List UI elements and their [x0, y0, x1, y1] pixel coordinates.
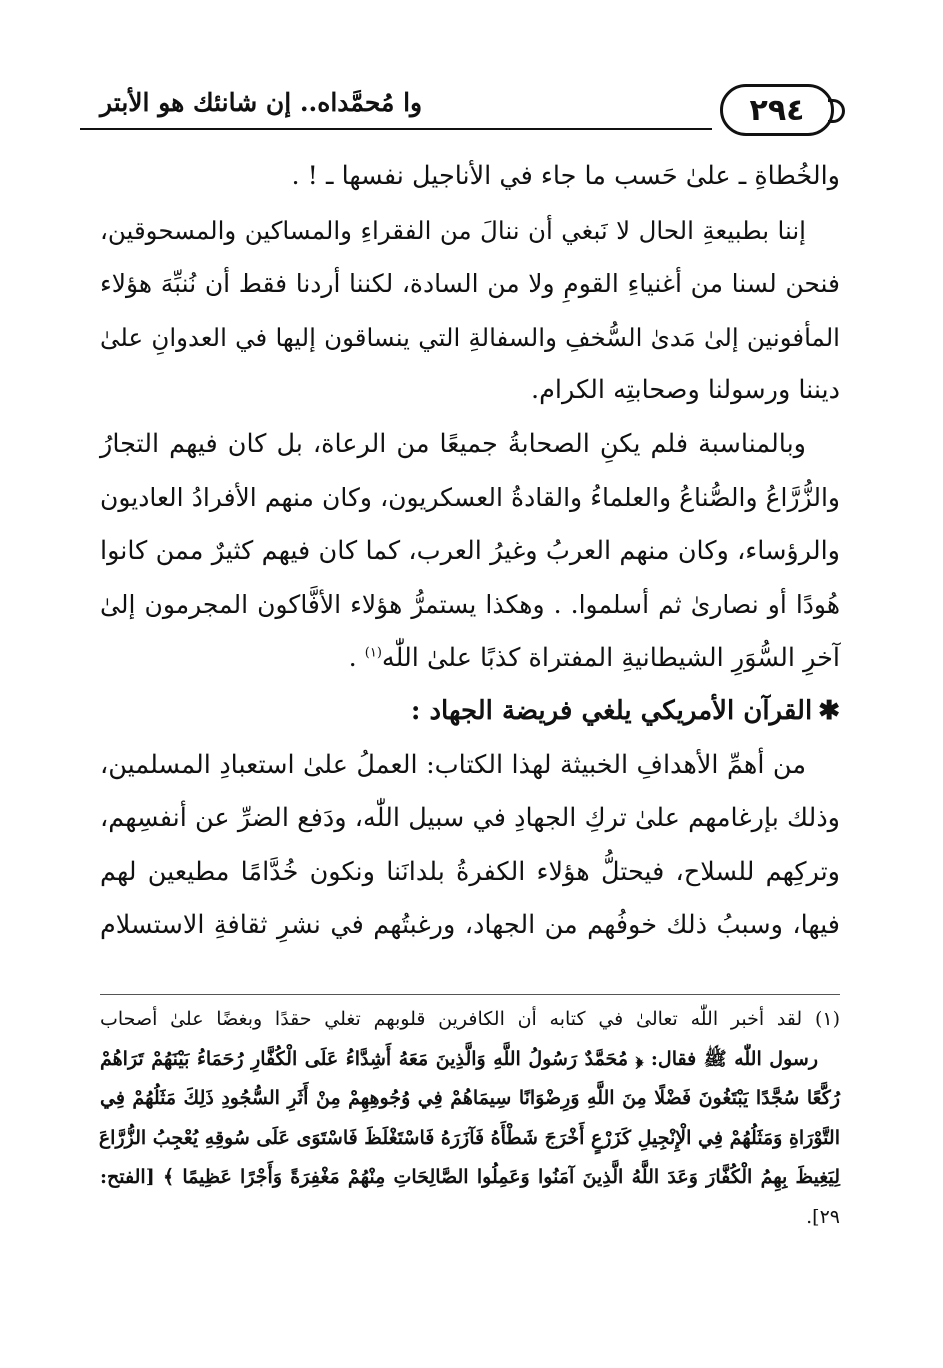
text-line: والزُّرَّاعُ والصُّناعُ والعلماءُ والقادةُ العسكريون، وكان منهم الأفرادُ العاديون — [100, 483, 840, 512]
heading-text: القرآن الأمريكي يلغي فريضة الجهاد : — [410, 696, 813, 726]
text-line: وبالمناسبة فلم يكنِ الصحابةُ جميعًا من الرعاة، بل كان فيهم التجارُ — [100, 428, 806, 459]
text-line: والخُطاةِ ـ علىٰ حَسب ما جاء في الأناجيل نفسها ـ ! . — [291, 161, 840, 191]
page-header — [80, 78, 840, 136]
text-line: والرؤساء، وكان منهم العربُ وغيرُ العرب، كما كان فيهم كثيرٌ ممن كانوا — [100, 535, 840, 566]
text-line: وتركِهم للسلاح، فيحتلُّ هؤلاء الكفرةُ بلدانَنا ونكون خُدَّامًا مطيعين لهم — [100, 856, 840, 887]
text-line: هُودًا أو نصارىٰ ثم أسلموا. . وهكذا يستمرُّ هؤلاء الأفَّاكون المجرمون إلىٰ — [100, 590, 840, 619]
text-line: وذلك بإرغامهم علىٰ تركِ الجهادِ في سبيل اللّٰه، ودَفع الضرِّ عن أنفسِهم، — [100, 803, 840, 833]
footnote-ref[interactable]: (١) — [364, 645, 382, 660]
text-line: فيها، وسببُ ذلك خوفُهم من الجهاد، ورغبتُهم في نشرِ ثقافةِ الاستسلام — [100, 910, 840, 940]
footnote-line: رُكَّعًا سُجَّدًا يَبْتَغُونَ فَضْلًا مِنَ اللَّهِ وَرِضْوَانًا سِيمَاهُمْ فِي وُجُوهِهِمْ مِنْ أَثَرِ السُّجُودِ ذَلِكَ مَثَلُهُمْ فِي — [100, 1087, 840, 1109]
text-line: من أهمِّ الأهدافِ الخبيثة لهذا الكتاب: العملُ علىٰ استعبادِ المسلمين، — [100, 749, 806, 780]
heading-line — [100, 685, 840, 739]
section-heading — [100, 685, 840, 739]
footnote-line: ٢٩]. — [806, 1205, 840, 1228]
footnote-line: لِيَغِيظَ بِهِمُ الْكُفَّارَ وَعَدَ اللَّهُ الَّذِينَ آمَنُوا وَعَمِلُوا الصَّالِحَاتِ مِنْهُمْ مَغْفِرَةً وَأَجْرًا عَظِيمًا ﴾ [الفتح: — [100, 1166, 840, 1188]
text-span: . — [348, 642, 365, 673]
footnote-line: التَّوْرَاةِ وَمَثَلُهُمْ فِي الْإِنْجِيلِ كَزَرْعٍ أَخْرَجَ شَطْأَهُ فَآزَرَهُ فَاسْتَغْلَظَ فَاسْتَوَى عَلَى سُوقِهِ يُعْجِبُ الزُّرَّاعَ — [98, 1126, 840, 1149]
paragraph-4 — [100, 739, 840, 953]
text-line: فنحن لسنا من أغنياءِ القومِ ولا من السادة، لكننا أردنا فقط أن نُنبِّهَ هؤلاء — [100, 269, 840, 298]
running-title: وا مُحمَّداه.. إن شانئك هو الأبتر — [100, 88, 423, 117]
footnote-line: (١) لقد أخبر اللّٰه تعالىٰ في كتابه أن الكافرين قلوبهم تغلي حقدًا وبغضًا علىٰ أصحاب — [100, 1008, 840, 1030]
page-number: ٢٩٤ — [720, 84, 834, 136]
text-line: ديننا ورسولنا وصحابتِه الكرام. — [531, 375, 840, 405]
paragraph-1 — [100, 150, 840, 204]
footnote — [100, 1000, 840, 1237]
footnote-line: رسول اللّٰه ﷺ فقال: ﴿ مُحَمَّدٌ رَسُولُ اللَّهِ وَالَّذِينَ مَعَهُ أَشِدَّاءُ عَلَى الْكُفَّارِ رُحَمَاءُ بَيْنَهُمْ تَرَاهُمْ — [100, 1047, 819, 1070]
text-line: المأفونين إلىٰ مَدىٰ السُّخفِ والسفالةِ التي ينساقون إليها في العدوانِ علىٰ — [100, 322, 840, 352]
text-line — [100, 632, 840, 686]
text-span: آخرِ السُّوَرِ الشيطانيةِ المفتراة كذبًا علىٰ اللّٰه — [381, 642, 840, 673]
paragraph-3 — [100, 418, 840, 686]
body-text — [100, 150, 840, 953]
paragraph-2 — [100, 204, 840, 418]
text-line: إننا بطبيعةِ الحال لا نَبغي أن ننالَ من الفقراءِ والمساكين والمسحوقين، — [100, 215, 806, 245]
header-rule — [80, 128, 712, 130]
footnote-divider — [100, 994, 840, 995]
star-icon: ✱ — [818, 696, 840, 726]
